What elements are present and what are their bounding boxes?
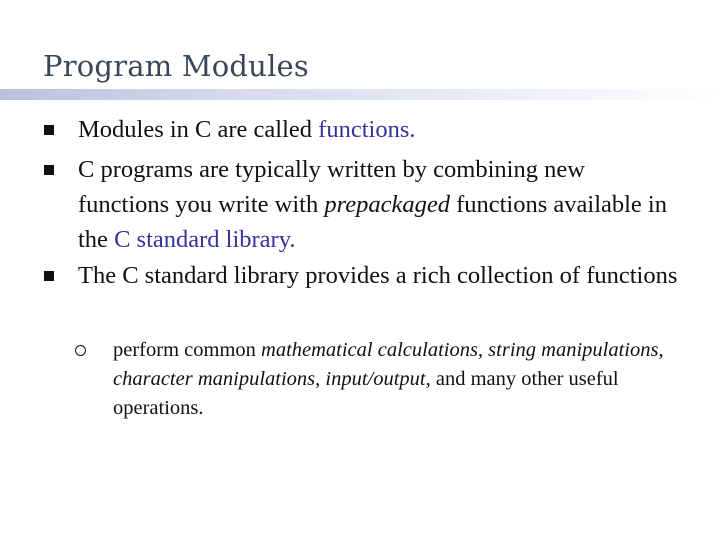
- bullet-text: The C standard library provides a rich collection of functions: [78, 262, 678, 289]
- square-bullet-icon: [44, 165, 54, 175]
- emphasis-text: mathematical calculations, string manipulations, character manipulations, input/output: [113, 339, 664, 390]
- sub-bullet-item: [113, 336, 673, 423]
- sub-bullet-text: perform common: [113, 339, 262, 361]
- emphasis-text: prepackaged: [324, 191, 450, 218]
- square-bullet-icon: [44, 271, 54, 281]
- square-bullet-icon: [44, 125, 54, 135]
- title-rule: [0, 89, 720, 100]
- slide-title: Program Modules: [43, 49, 309, 83]
- highlight-text: functions: [318, 116, 410, 143]
- bullet-text: .: [289, 226, 296, 253]
- circle-bullet-icon: [75, 345, 86, 356]
- bullet-item: [78, 112, 678, 147]
- bullet-item: [78, 152, 678, 257]
- bullet-item: [78, 258, 678, 293]
- bullet-text: .: [409, 116, 416, 143]
- bullet-text: functions available in the: [78, 191, 667, 253]
- bullet-text: C programs are typically written by combining new functions you write with: [78, 156, 585, 218]
- highlight-text: C standard library: [114, 226, 290, 253]
- sub-bullet-text: , and many other useful operations.: [113, 368, 619, 419]
- bullet-text: Modules in C are called: [78, 116, 319, 143]
